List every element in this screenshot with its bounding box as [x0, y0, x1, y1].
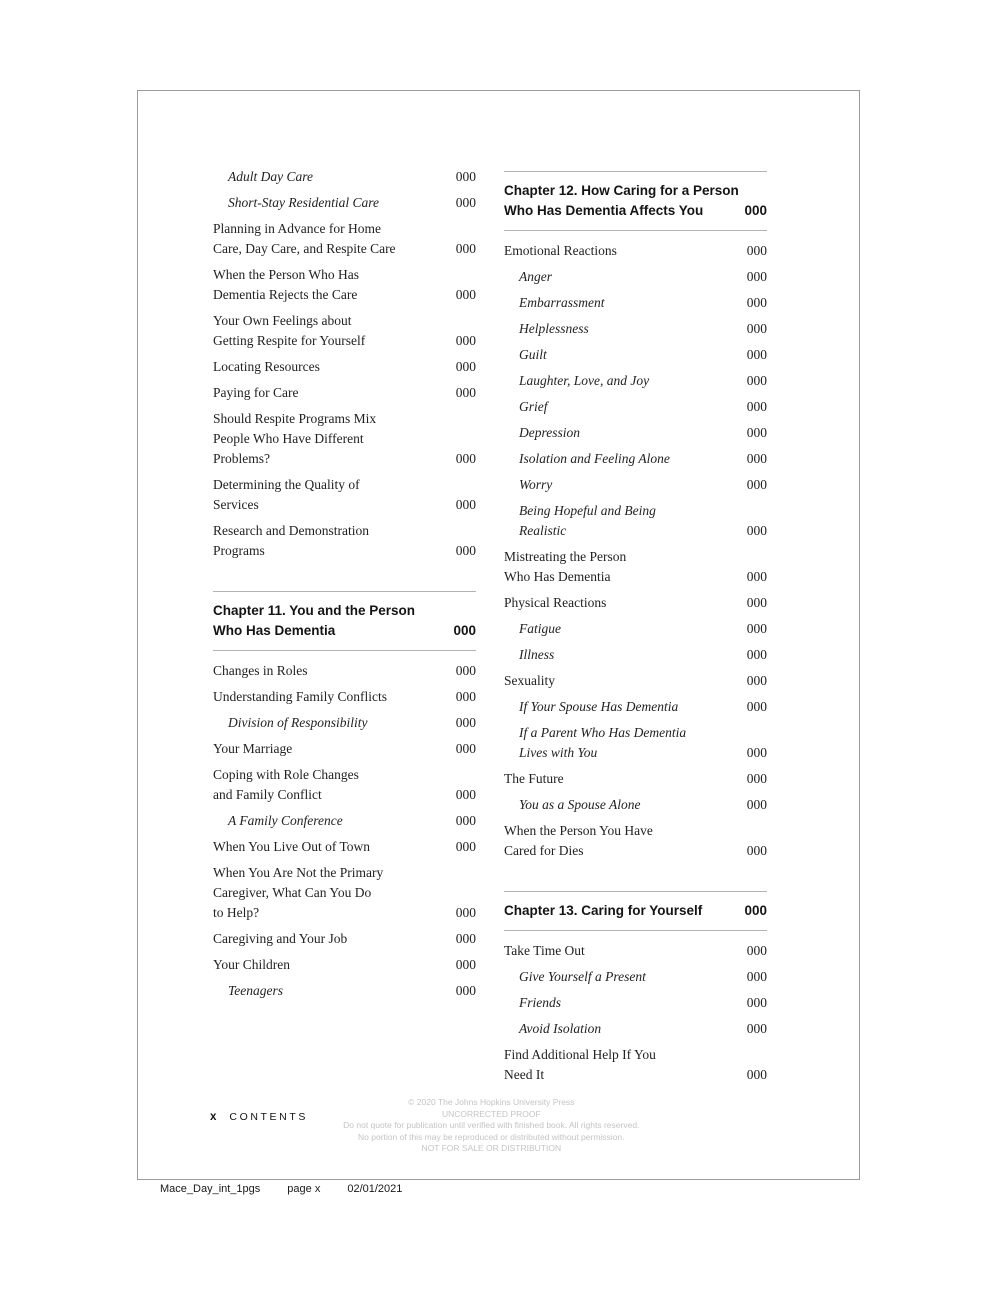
- toc-entry-line: Division of Responsibility: [228, 715, 368, 730]
- page-number: 000: [746, 995, 767, 1010]
- toc-entry: [504, 1045, 767, 1085]
- toc-entry-text: [504, 593, 767, 613]
- toc-entry: [213, 357, 476, 377]
- slug-filename: Mace_Day_int_1pgs: [160, 1183, 261, 1195]
- page-number: 000: [455, 957, 476, 972]
- contents-label: CONTENTS: [229, 1111, 308, 1123]
- page-number: 000: [746, 295, 767, 310]
- page-number: 000: [455, 195, 476, 210]
- page-number: 000: [746, 269, 767, 284]
- toc-entry-line: Caregiving and Your Job: [213, 931, 348, 946]
- toc-entry-line: Changes in Roles: [213, 663, 308, 678]
- toc-entry-text: [504, 671, 767, 691]
- toc-entry-text: [504, 397, 767, 417]
- page-number: 000: [455, 839, 476, 854]
- toc-entry-text: [504, 619, 767, 639]
- toc-entry-text: [504, 769, 767, 789]
- toc-entry-text: [504, 1019, 767, 1039]
- toc-entry-line: Avoid Isolation: [519, 1021, 602, 1036]
- toc-entry-line: Being Hopeful and Being: [519, 503, 656, 518]
- toc-entry-line: Who Has Dementia: [504, 569, 611, 584]
- toc-entry-line: Coping with Role Changes: [213, 767, 359, 782]
- chapter-rule-bottom: [213, 650, 476, 651]
- page-number: 000: [746, 595, 767, 610]
- toc-entry: [504, 993, 767, 1013]
- toc-entry-text: [504, 371, 767, 391]
- toc-entry-text: [504, 645, 767, 665]
- toc-entry-text: [504, 241, 767, 261]
- toc-entry-line: When You Are Not the Primary: [213, 865, 384, 880]
- toc-entry-text: [504, 993, 767, 1013]
- toc-entry: [504, 501, 767, 541]
- proof-notice: [138, 1097, 845, 1155]
- toc-entry: [504, 967, 767, 987]
- chapter-page-number: 000: [744, 203, 767, 218]
- toc-entry-line: Sexuality: [504, 673, 555, 688]
- toc-entry-text: [504, 1045, 767, 1085]
- toc-entry-line: Should Respite Programs Mix: [213, 411, 377, 426]
- toc-entry: [213, 409, 476, 469]
- page-number: 000: [455, 287, 476, 302]
- toc-entry-text: [504, 293, 767, 313]
- toc-entry-line: Caregiver, What Can You Do: [213, 885, 372, 900]
- page-number: 000: [455, 333, 476, 348]
- toc-entry-text: [504, 449, 767, 469]
- page-number: 000: [746, 943, 767, 958]
- toc-entry-text: [213, 811, 476, 831]
- toc-entry-text: [213, 739, 476, 759]
- page-number: 000: [455, 905, 476, 920]
- page-number: 000: [746, 699, 767, 714]
- toc-entry: [504, 671, 767, 691]
- toc-entry-text: [504, 821, 767, 861]
- page-number: 000: [455, 543, 476, 558]
- page-number: 000: [455, 931, 476, 946]
- toc-entry-text: [504, 967, 767, 987]
- page-number: 000: [746, 399, 767, 414]
- toc-entry: [504, 319, 767, 339]
- page-number: 000: [455, 241, 476, 256]
- page-number: 000: [746, 1021, 767, 1036]
- toc-entry: [504, 397, 767, 417]
- toc-entry-text: [213, 167, 476, 187]
- toc-entry-line: Getting Respite for Yourself: [213, 333, 366, 348]
- book-page: [137, 90, 860, 1180]
- toc-entry-text: [504, 723, 767, 763]
- toc-entry-line: When the Person You Have: [504, 823, 653, 838]
- page-number: 000: [746, 969, 767, 984]
- toc-entry-line: Depression: [519, 425, 580, 440]
- toc-entry-line: Embarrassment: [519, 295, 605, 310]
- page-number: 000: [455, 385, 476, 400]
- toc-entry: [213, 955, 476, 975]
- toc-entry-line: You as a Spouse Alone: [519, 797, 641, 812]
- toc-entry-line: Need It: [504, 1067, 545, 1082]
- toc-entry-text: [504, 697, 767, 717]
- chapter-block: [504, 891, 767, 931]
- page-number: 000: [455, 689, 476, 704]
- toc-entry-line: Grief: [519, 399, 548, 414]
- page-number: 000: [455, 787, 476, 802]
- toc-entry-line: Paying for Care: [213, 385, 299, 400]
- chapter-block: [504, 171, 767, 231]
- toc-entry-text: [213, 475, 476, 515]
- toc-entry: [504, 723, 767, 763]
- page-number: 000: [455, 741, 476, 756]
- toc-columns: [213, 167, 767, 1091]
- chapter-block: [213, 591, 476, 651]
- toc-entry-text: [504, 795, 767, 815]
- toc-entry-line: Short-Stay Residential Care: [228, 195, 379, 210]
- toc-entry-line: and Family Conflict: [213, 787, 322, 802]
- toc-entry-text: [213, 311, 476, 351]
- toc-entry-text: [213, 193, 476, 213]
- chapter-heading-line: Chapter 11. You and the Person: [213, 603, 416, 618]
- toc-entry: [213, 687, 476, 707]
- proof-notice-line: © 2020 The Johns Hopkins University Press: [408, 1097, 575, 1107]
- toc-column-left: [213, 167, 476, 1091]
- toc-entry-line: Research and Demonstration: [213, 523, 369, 538]
- page-number: 000: [455, 497, 476, 512]
- toc-entry-text: [504, 319, 767, 339]
- chapter-heading-line: Who Has Dementia: [213, 623, 336, 638]
- toc-entry: [504, 345, 767, 365]
- toc-entry-text: [504, 267, 767, 287]
- toc-entry-text: [213, 661, 476, 681]
- toc-entry-line: Care, Day Care, and Respite Care: [213, 241, 396, 256]
- chapter-rule-bottom: [504, 230, 767, 231]
- toc-entry: [504, 267, 767, 287]
- toc-entry-text: [213, 265, 476, 305]
- folio-page-number: x: [210, 1111, 217, 1123]
- chapter-page-number: 000: [453, 623, 476, 638]
- toc-entry-line: Programs: [213, 543, 265, 558]
- toc-entry: [504, 769, 767, 789]
- toc-entry-text: [213, 981, 476, 1001]
- page-number: 000: [455, 663, 476, 678]
- chapter-heading: [504, 892, 767, 930]
- toc-entry-text: [504, 345, 767, 365]
- toc-entry: [504, 821, 767, 861]
- toc-entry: [213, 863, 476, 923]
- toc-entry-line: If a Parent Who Has Dementia: [519, 725, 687, 740]
- chapter-rule-bottom: [504, 930, 767, 931]
- page-number: 000: [746, 797, 767, 812]
- page-number: 000: [746, 569, 767, 584]
- toc-entry: [213, 219, 476, 259]
- page-number: 000: [746, 745, 767, 760]
- page-number: 000: [746, 647, 767, 662]
- proof-notice-line: Do not quote for publication until verified with finished book. All rights reserved.: [343, 1120, 640, 1130]
- toc-entry-line: A Family Conference: [228, 813, 343, 828]
- slug-line: [160, 1183, 402, 1195]
- toc-entry-line: Determining the Quality of: [213, 477, 360, 492]
- page-number: 000: [746, 477, 767, 492]
- proof-notice-line: UNCORRECTED PROOF: [441, 1108, 541, 1119]
- page-number: 000: [746, 621, 767, 636]
- toc-entry-text: [504, 501, 767, 541]
- page-number: 000: [746, 373, 767, 388]
- toc-entry: [213, 521, 476, 561]
- toc-entry: [504, 1019, 767, 1039]
- chapter-heading: [213, 592, 476, 650]
- toc-entry-line: Fatigue: [519, 621, 561, 636]
- toc-entry-line: Teenagers: [228, 983, 284, 998]
- toc-entry: [213, 475, 476, 515]
- toc-entry: [504, 371, 767, 391]
- toc-entry-line: Worry: [519, 477, 553, 492]
- toc-entry-text: [213, 863, 476, 923]
- toc-entry: [504, 795, 767, 815]
- toc-entry-text: [504, 941, 767, 961]
- toc-entry-line: Laughter, Love, and Joy: [519, 373, 650, 388]
- chapter-heading: [504, 172, 767, 230]
- page-number: 000: [746, 843, 767, 858]
- page-number: 000: [455, 169, 476, 184]
- toc-entry: [213, 713, 476, 733]
- toc-entry-line: Realistic: [519, 523, 567, 538]
- page-number: 000: [746, 523, 767, 538]
- toc-entry-line: Dementia Rejects the Care: [213, 287, 358, 302]
- toc-entry-line: Cared for Dies: [504, 843, 584, 858]
- toc-entry-line: Emotional Reactions: [504, 243, 617, 258]
- toc-entry-line: Illness: [519, 647, 555, 662]
- page-number: 000: [746, 243, 767, 258]
- toc-entry-text: [213, 219, 476, 259]
- toc-entry-line: Anger: [519, 269, 552, 284]
- toc-entry: [504, 475, 767, 495]
- toc-entry: [213, 739, 476, 759]
- toc-entry: [213, 837, 476, 857]
- toc-entry: [213, 661, 476, 681]
- toc-entry: [504, 593, 767, 613]
- toc-entry-line: Find Additional Help If You: [504, 1047, 656, 1062]
- toc-entry: [504, 241, 767, 261]
- toc-entry-text: [213, 687, 476, 707]
- page-number: 000: [455, 983, 476, 998]
- toc-entry-line: Take Time Out: [504, 943, 585, 958]
- toc-entry: [213, 765, 476, 805]
- toc-entry: [504, 941, 767, 961]
- slug-page-label: page x: [287, 1183, 321, 1195]
- page-number: 000: [746, 425, 767, 440]
- toc-entry: [213, 383, 476, 403]
- toc-entry: [504, 449, 767, 469]
- toc-entry: [213, 311, 476, 351]
- toc-entry-line: Helplessness: [519, 321, 589, 336]
- page-number: 000: [746, 1067, 767, 1082]
- toc-entry-text: [504, 547, 767, 587]
- toc-entry-line: The Future: [504, 771, 564, 786]
- page-number: 000: [455, 715, 476, 730]
- toc-entry: [504, 619, 767, 639]
- toc-entry: [504, 645, 767, 665]
- toc-entry-line: Your Marriage: [213, 741, 293, 756]
- toc-entry-text: [504, 423, 767, 443]
- toc-entry-text: [213, 955, 476, 975]
- toc-entry-line: Understanding Family Conflicts: [213, 689, 387, 704]
- toc-entry: [213, 265, 476, 305]
- page-number: 000: [746, 771, 767, 786]
- toc-entry: [213, 167, 476, 187]
- toc-entry-line: When the Person Who Has: [213, 267, 359, 282]
- page-number: 000: [455, 359, 476, 374]
- page-number: 000: [746, 347, 767, 362]
- toc-entry: [504, 293, 767, 313]
- toc-entry-text: [213, 713, 476, 733]
- toc-entry-line: When You Live Out of Town: [213, 839, 371, 854]
- toc-entry-line: Mistreating the Person: [504, 549, 627, 564]
- toc-entry: [213, 811, 476, 831]
- toc-entry-line: Planning in Advance for Home: [213, 221, 381, 236]
- toc-entry-line: Your Own Feelings about: [213, 313, 352, 328]
- toc-entry-line: People Who Have Different: [213, 431, 364, 446]
- toc-entry: [213, 981, 476, 1001]
- toc-entry-text: [213, 929, 476, 949]
- toc-entry-text: [213, 383, 476, 403]
- toc-entry-line: Adult Day Care: [228, 169, 313, 184]
- toc-entry-line: Problems?: [213, 451, 270, 466]
- chapter-heading-line: Chapter 13. Caring for Yourself: [504, 903, 703, 918]
- toc-entry-line: Lives with You: [519, 745, 598, 760]
- toc-entry-line: Your Children: [213, 957, 291, 972]
- page-number: 000: [746, 673, 767, 688]
- toc-entry: [213, 193, 476, 213]
- chapter-heading-line: Who Has Dementia Affects You: [504, 203, 704, 218]
- toc-entry: [213, 929, 476, 949]
- toc-entry: [504, 697, 767, 717]
- toc-entry-line: Give Yourself a Present: [519, 969, 646, 984]
- page-number: 000: [455, 813, 476, 828]
- chapter-page-number: 000: [744, 903, 767, 918]
- toc-entry-line: Physical Reactions: [504, 595, 607, 610]
- toc-column-right: [504, 167, 767, 1091]
- toc-entry-text: [213, 357, 476, 377]
- toc-entry-line: Friends: [519, 995, 561, 1010]
- toc-entry-line: Services: [213, 497, 259, 512]
- toc-entry-line: Locating Resources: [213, 359, 320, 374]
- proof-notice-line: NOT FOR SALE OR DISTRIBUTION: [421, 1143, 562, 1153]
- toc-entry-text: [213, 409, 476, 469]
- toc-entry-line: Guilt: [519, 347, 547, 362]
- page-number: 000: [746, 321, 767, 336]
- chapter-heading-line: Chapter 12. How Caring for a Person: [504, 183, 739, 198]
- toc-entry-line: Isolation and Feeling Alone: [519, 451, 670, 466]
- proof-notice-line: No portion of this may be reproduced or distributed without permission.: [358, 1131, 625, 1142]
- toc-entry-text: [213, 521, 476, 561]
- toc-entry-line: If Your Spouse Has Dementia: [519, 699, 679, 714]
- toc-entry: [504, 423, 767, 443]
- toc-entry-text: [504, 475, 767, 495]
- toc-entry-line: to Help?: [213, 905, 260, 920]
- page-number: 000: [746, 451, 767, 466]
- slug-date: 02/01/2021: [347, 1183, 403, 1195]
- page-number: 000: [455, 451, 476, 466]
- toc-entry-text: [213, 765, 476, 805]
- toc-entry: [504, 547, 767, 587]
- toc-entry-text: [213, 837, 476, 857]
